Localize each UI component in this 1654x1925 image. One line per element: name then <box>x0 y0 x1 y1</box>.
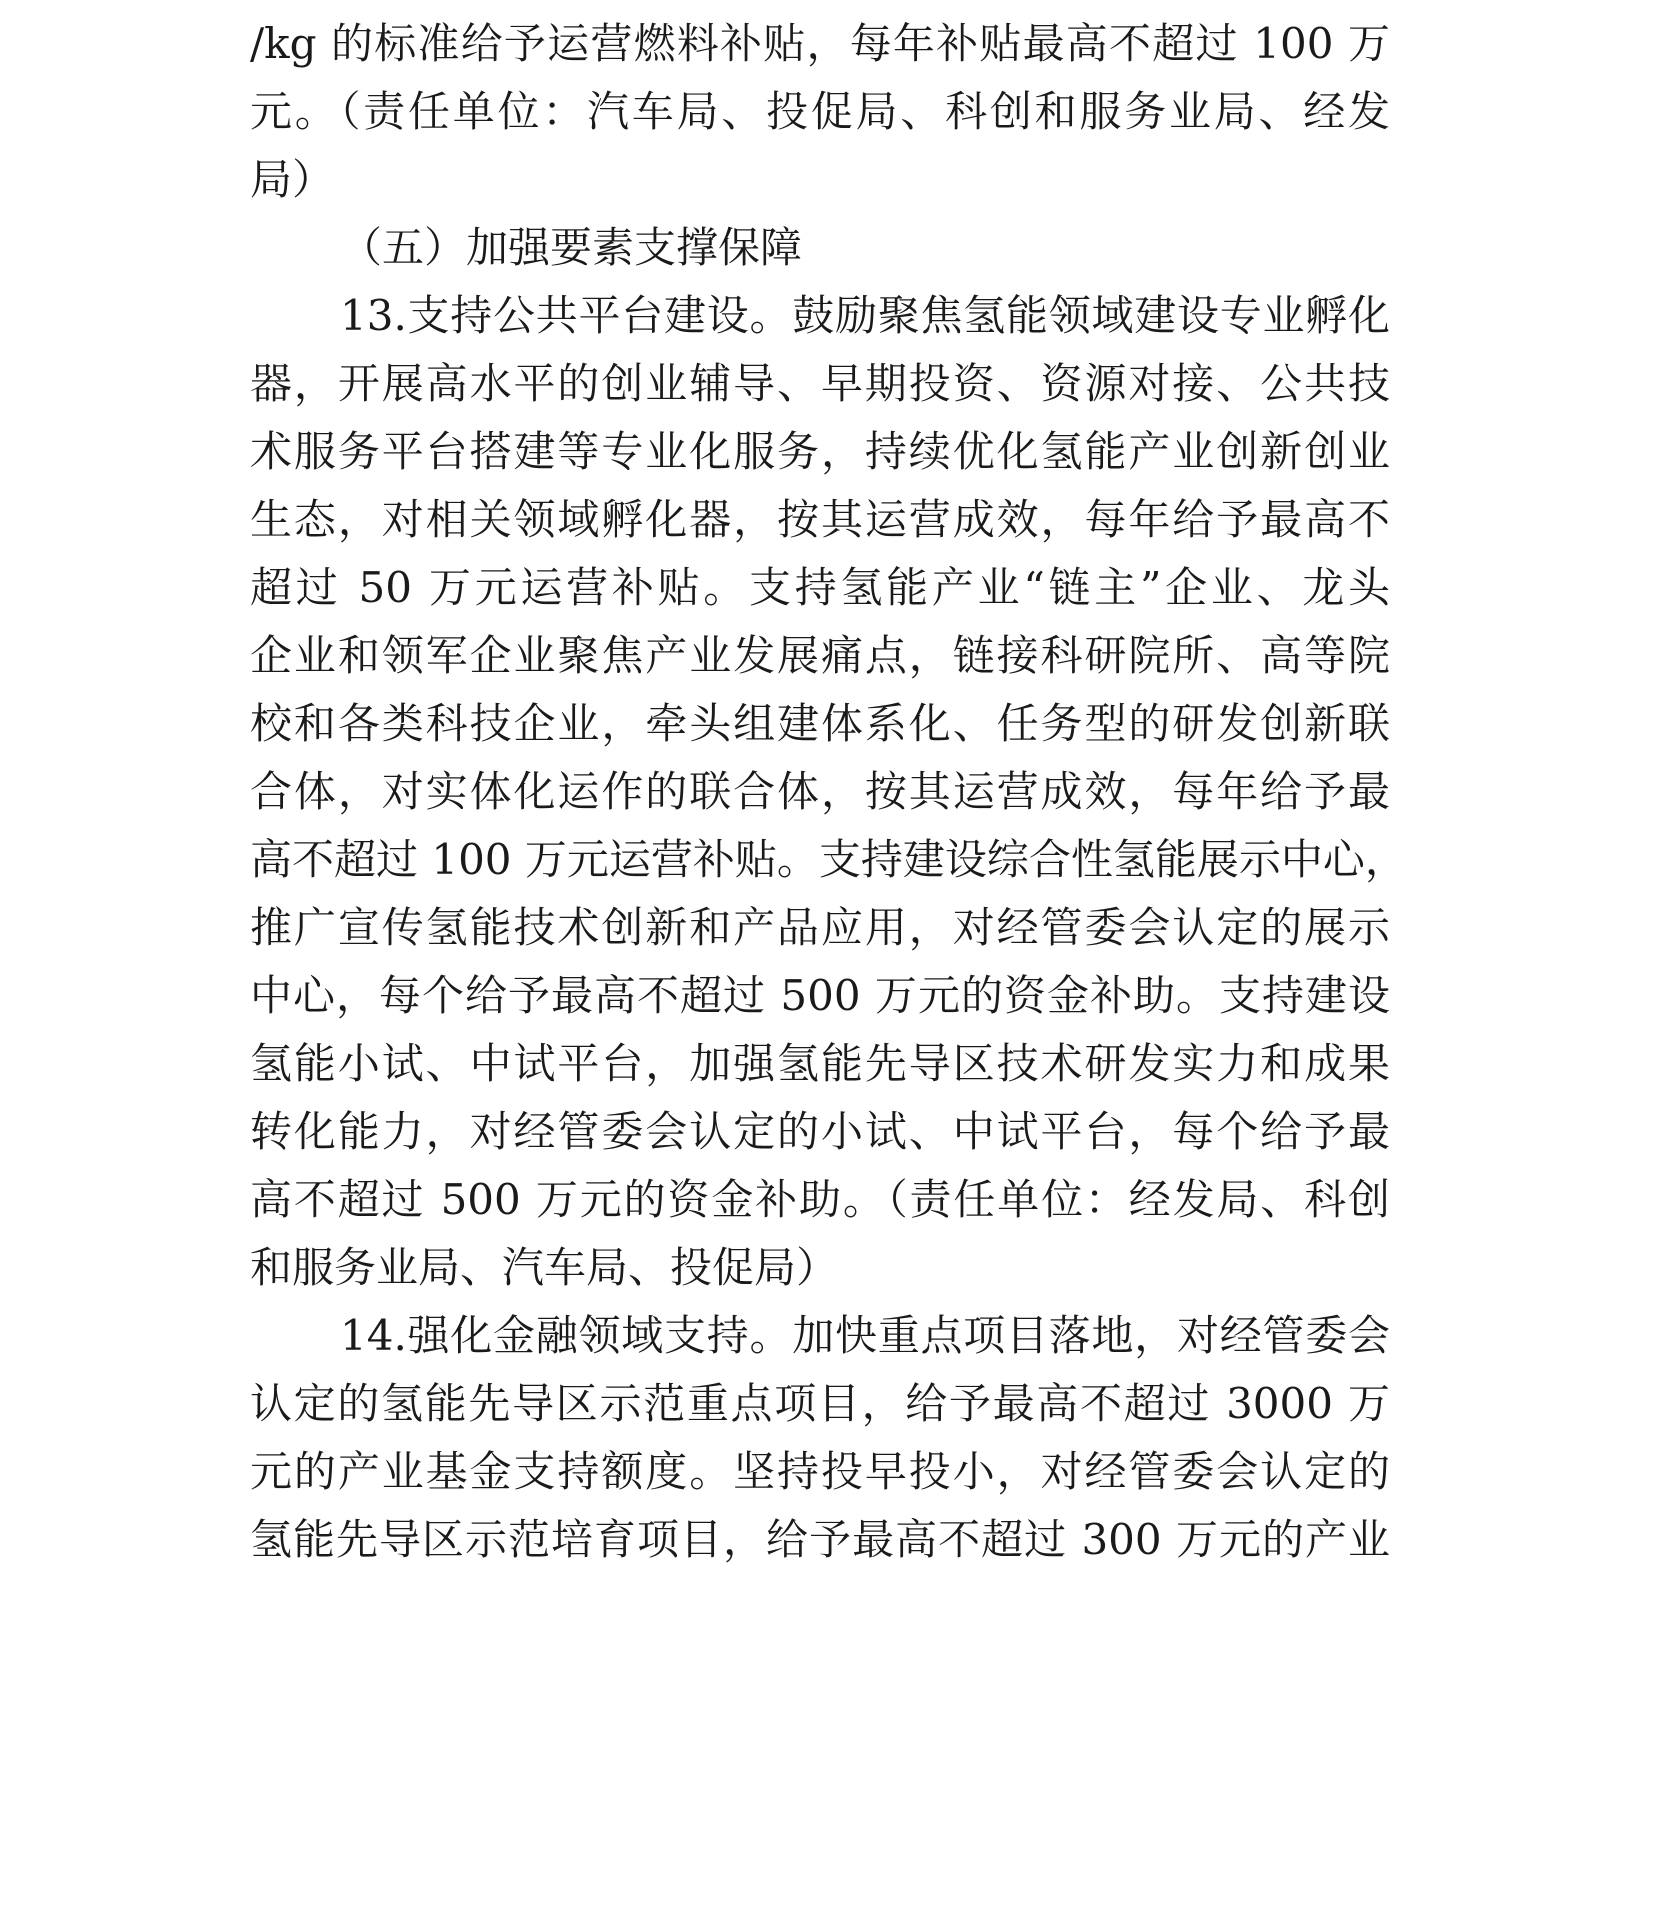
text-line: 超过 50 万元运营补贴。支持氢能产业“链主”企业、龙头 <box>250 563 1390 612</box>
text-line: 元。（责任单位：汽车局、投促局、科创和服务业局、经发 <box>250 87 1390 136</box>
text-line: 元的产业基金支持额度。坚持投早投小，对经管委会认定的 <box>250 1447 1390 1496</box>
paragraph-first-line: 13.支持公共平台建设。鼓励聚焦氢能领域建设专业孵化 <box>340 291 1390 340</box>
text-line: 推广宣传氢能技术创新和产品应用，对经管委会认定的展示 <box>250 903 1390 952</box>
text-line: 术服务平台搭建等专业化服务，持续优化氢能产业创新创业 <box>250 427 1390 476</box>
text-line: 局） <box>250 155 335 204</box>
text-line: 转化能力，对经管委会认定的小试、中试平台，每个给予最 <box>250 1107 1390 1156</box>
text-line: 高不超过 100 万元运营补贴。支持建设综合性氢能展示中心， <box>250 835 1407 884</box>
text-line: 和服务业局、汽车局、投促局） <box>250 1243 839 1292</box>
text-line: 氢能小试、中试平台，加强氢能先导区技术研发实力和成果 <box>250 1039 1390 1088</box>
paragraph-first-line: 14.强化金融领域支持。加快重点项目落地，对经管委会 <box>340 1311 1390 1360</box>
text-line: 生态，对相关领域孵化器，按其运营成效，每年给予最高不 <box>250 495 1390 544</box>
text-line: 企业和领军企业聚焦产业发展痛点，链接科研院所、高等院 <box>250 631 1390 680</box>
text-line: 氢能先导区示范培育项目，给予最高不超过 300 万元的产业 <box>250 1515 1390 1564</box>
text-line: /kg 的标准给予运营燃料补贴，每年补贴最高不超过 100 万 <box>250 19 1390 68</box>
text-line: 高不超过 500 万元的资金补助。（责任单位：经发局、科创 <box>250 1175 1390 1224</box>
text-line: 认定的氢能先导区示范重点项目，给予最高不超过 3000 万 <box>250 1379 1390 1428</box>
text-line: 器，开展高水平的创业辅导、早期投资、资源对接、公共技 <box>250 359 1390 408</box>
text-line: 校和各类科技企业，牵头组建体系化、任务型的研发创新联 <box>250 699 1390 748</box>
text-line: 中心，每个给予最高不超过 500 万元的资金补助。支持建设 <box>250 971 1390 1020</box>
text-line: 合体，对实体化运作的联合体，按其运营成效，每年给予最 <box>250 767 1390 816</box>
section-heading: （五）加强要素支撑保障 <box>340 223 803 272</box>
